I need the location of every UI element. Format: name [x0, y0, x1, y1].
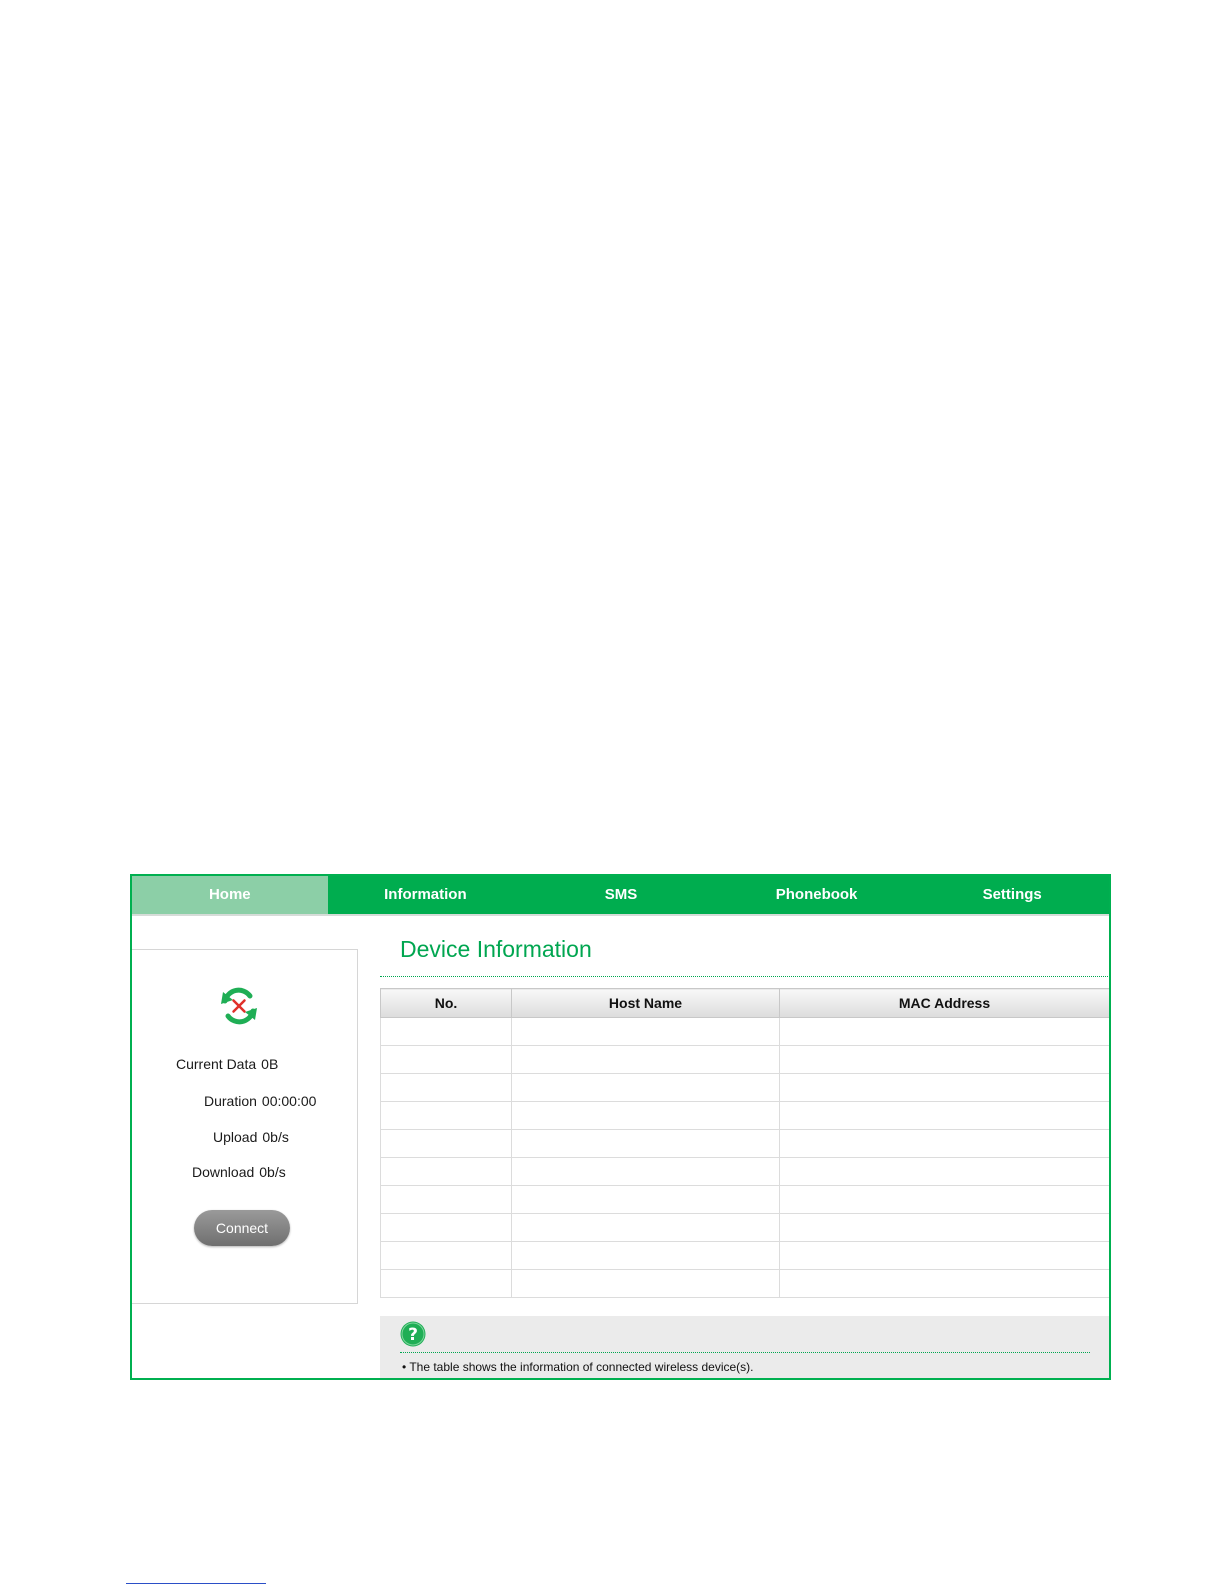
column-header-host-name[interactable]: Host Name [512, 989, 780, 1018]
table-row [381, 1102, 1110, 1130]
main-nav [132, 876, 1110, 914]
column-header-mac-address[interactable]: MAC Address [780, 989, 1110, 1018]
current-data-value: 0B [261, 1056, 279, 1072]
help-icon[interactable] [400, 1321, 426, 1347]
cell-mac-address [780, 1130, 1110, 1158]
table-header-row [381, 989, 1110, 1018]
help-divider [400, 1352, 1090, 1353]
cell-host-name [512, 1074, 780, 1102]
tab-settings[interactable]: Settings [914, 876, 1110, 914]
nav-divider [132, 914, 1110, 916]
cell-mac-address [780, 1214, 1110, 1242]
router-web-ui [130, 874, 1111, 1380]
cell-no [381, 1018, 512, 1046]
current-data-label: Current Data [176, 1056, 257, 1072]
help-text: The table shows the information of connected wireless device(s). [409, 1360, 754, 1374]
title-divider [380, 976, 1110, 977]
duration-label: Duration [204, 1093, 257, 1109]
column-header-no[interactable]: No. [381, 989, 512, 1018]
cell-host-name [512, 1214, 780, 1242]
cell-no [381, 1074, 512, 1102]
upload-value: 0b/s [262, 1129, 289, 1145]
table-row [381, 1158, 1110, 1186]
connection-status-panel [130, 949, 358, 1304]
table-row [381, 1018, 1110, 1046]
cell-no [381, 1186, 512, 1214]
cell-host-name [512, 1018, 780, 1046]
cell-no [381, 1130, 512, 1158]
cell-host-name [512, 1270, 780, 1298]
table-row [381, 1186, 1110, 1214]
svg-text:?: ? [408, 1325, 418, 1345]
duration-value: 00:00:00 [261, 1093, 317, 1109]
cell-host-name [512, 1046, 780, 1074]
cell-mac-address [780, 1270, 1110, 1298]
table-row [381, 1270, 1110, 1298]
tab-phonebook[interactable]: Phonebook [719, 876, 915, 914]
tab-sms[interactable]: SMS [523, 876, 719, 914]
tab-home[interactable]: Home [132, 876, 328, 914]
page-title: Device Information [400, 936, 592, 962]
disconnected-sync-icon [219, 986, 259, 1026]
cell-mac-address [780, 1242, 1110, 1270]
upload-label: Upload [213, 1129, 258, 1145]
upload-stat [213, 1129, 289, 1145]
tab-information[interactable]: Information [328, 876, 524, 914]
page-footer-rule [126, 1583, 266, 1584]
cell-host-name [512, 1186, 780, 1214]
cell-no [381, 1214, 512, 1242]
current-data-stat [176, 1056, 278, 1072]
table-row [381, 1046, 1110, 1074]
cell-no [381, 1270, 512, 1298]
cell-mac-address [780, 1158, 1110, 1186]
table-row [381, 1242, 1110, 1270]
cell-host-name [512, 1158, 780, 1186]
cell-mac-address [780, 1046, 1110, 1074]
connect-button[interactable]: Connect [194, 1210, 290, 1246]
cell-host-name [512, 1242, 780, 1270]
table-row [381, 1214, 1110, 1242]
cell-host-name [512, 1102, 780, 1130]
cell-mac-address [780, 1074, 1110, 1102]
cell-no [381, 1102, 512, 1130]
download-value: 0b/s [259, 1164, 286, 1180]
cell-no [381, 1046, 512, 1074]
cell-mac-address [780, 1102, 1110, 1130]
device-table [380, 988, 1110, 1298]
table-row [381, 1130, 1110, 1158]
cell-mac-address [780, 1018, 1110, 1046]
table-row [381, 1074, 1110, 1102]
help-box [380, 1316, 1110, 1380]
cell-no [381, 1242, 512, 1270]
cell-host-name [512, 1130, 780, 1158]
download-label: Download [192, 1164, 255, 1180]
duration-stat [204, 1093, 316, 1109]
download-stat [192, 1164, 286, 1180]
cell-mac-address [780, 1186, 1110, 1214]
help-note: • The table shows the information of connected wireless device(s). [402, 1360, 754, 1374]
cell-no [381, 1158, 512, 1186]
